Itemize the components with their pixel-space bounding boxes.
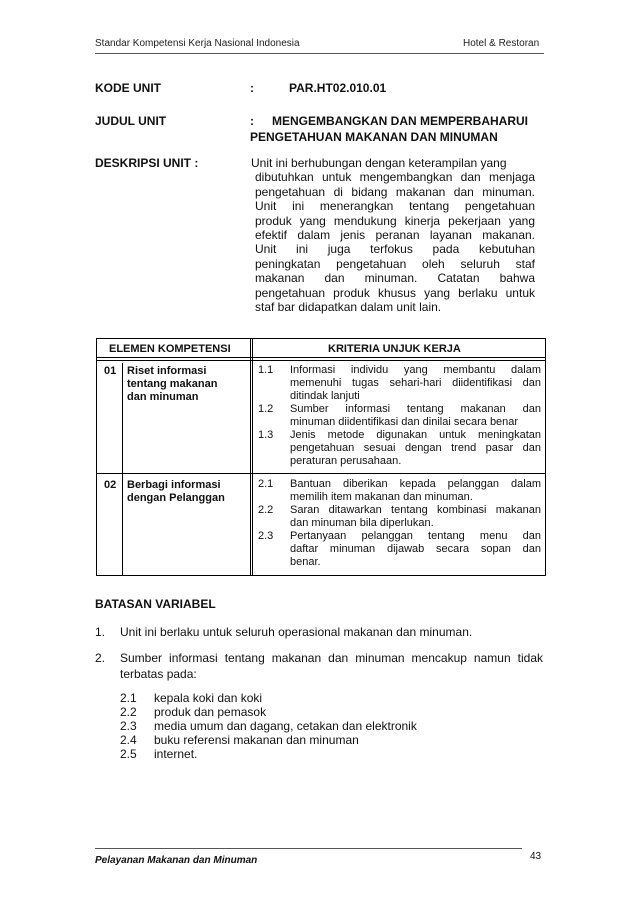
elemen-line: dengan Pelanggan (127, 492, 225, 504)
kriteria-line: dan minuman bila diperlukan. (290, 517, 434, 529)
deskripsi-line: dibutuhkan untuk mengembangkan dan menjaga (255, 170, 535, 185)
kriteria-number: 1.2 (258, 403, 274, 415)
table-header-divider (97, 357, 545, 358)
deskripsi-unit-label: DESKRIPSI UNIT : (95, 156, 199, 170)
kriteria-line: Jenis metode digunakan untuk meningkatan (290, 429, 541, 441)
deskripsi-line: pengetahuan produk khusus yang berlaku untuk (255, 285, 535, 300)
deskripsi-line: Unit ini juga terfokus pada kebutuhan (255, 242, 535, 257)
page-number: 43 (530, 851, 542, 862)
kriteria-number: 1.1 (258, 364, 274, 376)
batasan-item-text: Sumber informasi tentang makanan dan minuman mencakup namun tidak (120, 651, 543, 665)
kriteria-number: 2.2 (258, 504, 274, 516)
table-column-divider (122, 363, 123, 575)
elemen-line: tentang makanan (127, 378, 218, 390)
deskripsi-line: pengetahuan di bidang makanan dan minuman. (255, 184, 535, 199)
elemen-line: Riset informasi (127, 365, 207, 377)
batasan-item-number: 1. (95, 625, 106, 639)
table-header-elemen: ELEMEN KOMPETENSI (109, 343, 231, 355)
subitem-number: 2.5 (120, 747, 137, 761)
subitem-number: 2.3 (120, 719, 137, 733)
judul-unit-line2: PENGETAHUAN MAKANAN DAN MINUMAN (250, 130, 498, 144)
kode-unit-value: PAR.HT02.010.01 (289, 81, 387, 95)
kriteria-number: 2.1 (258, 478, 274, 490)
subitem-text: media umum dan dagang, cetakan dan elektronik (154, 719, 417, 733)
subitem-number: 2.4 (120, 733, 137, 747)
judul-unit-line1: MENGEMBANGKAN DAN MEMPERBAHARUI (272, 114, 528, 128)
batasan-variabel-title: BATASAN VARIABEL (95, 597, 216, 611)
kriteria-number: 2.3 (258, 530, 274, 542)
kriteria-line: Bantuan diberikan kepada pelanggan dalam (290, 478, 541, 490)
kriteria-line: benar. (290, 556, 321, 568)
elemen-line: dan minuman (127, 391, 199, 403)
subitem-text: produk dan pemasok (154, 705, 267, 719)
judul-unit-colon: : (250, 114, 254, 128)
subitem-number: 2.2 (120, 705, 137, 719)
kriteria-line: Pertanyaan pelanggan tentang menu dan (290, 530, 541, 542)
deskripsi-line: Unit ini menerangkan tentang pengetahuan (255, 199, 535, 214)
kriteria-line: Sumber informasi tentang makanan dan (290, 403, 541, 415)
table-row-number: 01 (104, 365, 117, 377)
kriteria-line: memenuhi tugas sehari-hari diidentifikasi dan (290, 377, 541, 389)
footer-divider (95, 848, 522, 849)
batasan-item-text: Unit ini berlaku untuk seluruh operasional makanan dan minuman. (120, 625, 473, 639)
subitem-text: internet. (154, 747, 198, 761)
elemen-line: Berbagi informasi (127, 479, 221, 491)
kriteria-line: minuman diidentifikasi dan dinilai secara benar (290, 416, 519, 428)
header-section: Hotel & Restoran (463, 38, 540, 49)
table-header-kriteria: KRITERIA UNJUK KERJA (328, 343, 461, 355)
footer-title: Pelayanan Makanan dan Minuman (95, 855, 258, 866)
deskripsi-line: staf bar didapatkan dalam unit lain. (255, 300, 442, 314)
table-column-divider (250, 339, 251, 575)
kriteria-line: Informasi individu yang membantu dalam (290, 364, 541, 376)
kriteria-line: pengetahuan sesuai dengan trend pasar dan (290, 442, 541, 454)
header-title: Standar Kompetensi Kerja Nasional Indonesia (95, 38, 300, 49)
kriteria-line: memilih item makanan dan minuman. (290, 491, 473, 503)
batasan-item-text: terbatas pada: (120, 667, 197, 681)
deskripsi-line: efektif dalam jenis peranan layanan makanan. (255, 228, 535, 242)
deskripsi-line: peningkatan pengetahuan oleh seluruh staf (255, 256, 535, 271)
deskripsi-line: Unit ini berhubungan dengan keterampilan yang (251, 156, 507, 170)
header-divider (95, 53, 544, 54)
subitem-number: 2.1 (120, 691, 137, 705)
deskripsi-line: makanan dan minuman. Catatan bahwa (255, 271, 535, 286)
judul-unit-label: JUDUL UNIT (95, 114, 167, 128)
table-row-number: 02 (104, 479, 117, 491)
deskripsi-line: produk yang mendukung kinerja pekerjaan yang (255, 213, 535, 228)
kode-unit-label: KODE UNIT (95, 81, 161, 95)
table-column-divider (252, 339, 253, 575)
kriteria-line: Saran ditawarkan tentang kombinasi makanan (290, 504, 541, 516)
kriteria-line: ditindak lanjuti (290, 390, 360, 402)
kriteria-line: peraturan perusahaan. (290, 455, 402, 467)
batasan-item-number: 2. (95, 651, 106, 665)
table-row-divider (97, 473, 545, 474)
subitem-text: buku referensi makanan dan minuman (154, 733, 359, 747)
subitem-text: kepala koki dan koki (154, 691, 263, 705)
table-header-divider (97, 360, 545, 361)
kriteria-number: 1.3 (258, 429, 274, 441)
kode-unit-colon: : (250, 81, 254, 95)
kriteria-line: daftar minuman dijawab secara sopan dan (290, 543, 541, 555)
